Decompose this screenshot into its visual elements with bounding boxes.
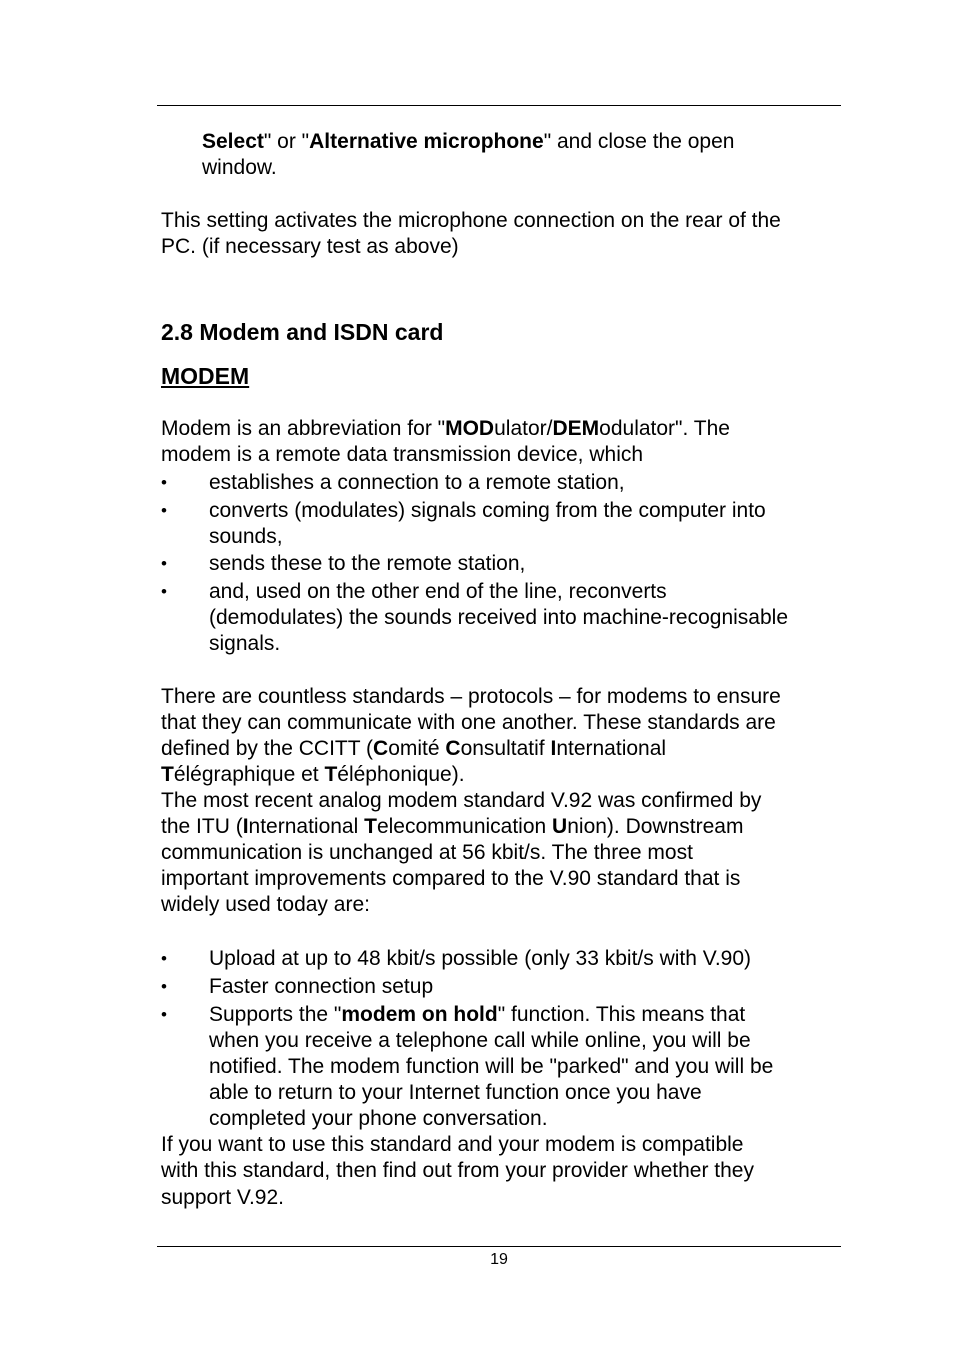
intro-line-1: Select" or "Alternative microphone" and close the open bbox=[202, 130, 735, 153]
standards-paragraph-line: the ITU (International Telecommunication Union). Downstream bbox=[161, 815, 744, 838]
setting-paragraph-line: PC. (if necessary test as above) bbox=[161, 235, 459, 258]
section-heading: 2.8 Modem and ISDN card bbox=[161, 319, 444, 345]
standards-paragraph-line: There are countless standards – protocols – for modems to ensure bbox=[161, 685, 781, 708]
list-item: Upload at up to 48 kbit/s possible (only 33 kbit/s with V.90) bbox=[209, 947, 752, 970]
page-number: 19 bbox=[490, 1251, 508, 1268]
intro-line-2: window. bbox=[202, 156, 277, 179]
bullet-icon: • bbox=[161, 582, 167, 601]
standards-paragraph-line: The most recent analog modem standard V.92 was confirmed by bbox=[161, 789, 762, 812]
standards-paragraph-line: that they can communicate with one another. These standards are bbox=[161, 711, 776, 734]
closing-paragraph-line: with this standard, then find out from your provider whether they bbox=[161, 1159, 754, 1182]
alternative-microphone-term: Alternative microphone bbox=[309, 130, 544, 153]
modem-on-hold-term: modem on hold bbox=[341, 1003, 498, 1026]
list-item: and, used on the other end of the line, reconverts bbox=[209, 580, 667, 603]
list-item-continuation: sounds, bbox=[209, 525, 283, 548]
modem-subheading: MODEM bbox=[161, 363, 250, 389]
modem-paragraph-line-1: Modem is an abbreviation for "MODulator/DEModulator". The bbox=[161, 417, 730, 440]
bullet-icon: • bbox=[161, 977, 167, 996]
standards-paragraph-line: defined by the CCITT (Comité Consultatif International bbox=[161, 737, 667, 760]
standards-paragraph-line: widely used today are: bbox=[161, 893, 370, 916]
list-item-continuation: completed your phone conversation. bbox=[209, 1107, 548, 1130]
standards-paragraph-line: important improvements compared to the V.90 standard that is bbox=[161, 867, 741, 890]
list-item-continuation: notified. The modem function will be "parked" and you will be bbox=[209, 1055, 774, 1078]
standards-paragraph-line: communication is unchanged at 56 kbit/s. The three most bbox=[161, 841, 693, 864]
list-item-continuation: signals. bbox=[209, 632, 281, 655]
standards-paragraph-line: Télégraphique et Téléphonique). bbox=[161, 763, 465, 786]
setting-paragraph-line: This setting activates the microphone connection on the rear of the bbox=[161, 209, 781, 232]
list-item: Supports the "modem on hold" function. This means that bbox=[209, 1003, 746, 1026]
bullet-icon: • bbox=[161, 473, 167, 492]
closing-paragraph-line: support V.92. bbox=[161, 1186, 284, 1209]
modem-paragraph-line-2: modem is a remote data transmission device, which bbox=[161, 443, 644, 466]
header-rule bbox=[157, 105, 841, 106]
list-item-continuation: when you receive a telephone call while online, you will be bbox=[209, 1029, 751, 1052]
bullet-icon: • bbox=[161, 554, 167, 573]
list-item-continuation: (demodulates) the sounds received into machine-recognisable bbox=[209, 606, 788, 629]
bullet-icon: • bbox=[161, 949, 167, 968]
bullet-icon: • bbox=[161, 1005, 167, 1024]
list-item: sends these to the remote station, bbox=[209, 552, 526, 575]
closing-paragraph-line: If you want to use this standard and your modem is compatible bbox=[161, 1133, 744, 1156]
list-item: converts (modulates) signals coming from the computer into bbox=[209, 499, 766, 522]
list-item: establishes a connection to a remote station, bbox=[209, 471, 625, 494]
footer-rule bbox=[157, 1246, 841, 1247]
bullet-icon: • bbox=[161, 501, 167, 520]
list-item: Faster connection setup bbox=[209, 975, 434, 998]
select-term: Select bbox=[202, 130, 264, 153]
list-item-continuation: able to return to your Internet function once you have bbox=[209, 1081, 702, 1104]
